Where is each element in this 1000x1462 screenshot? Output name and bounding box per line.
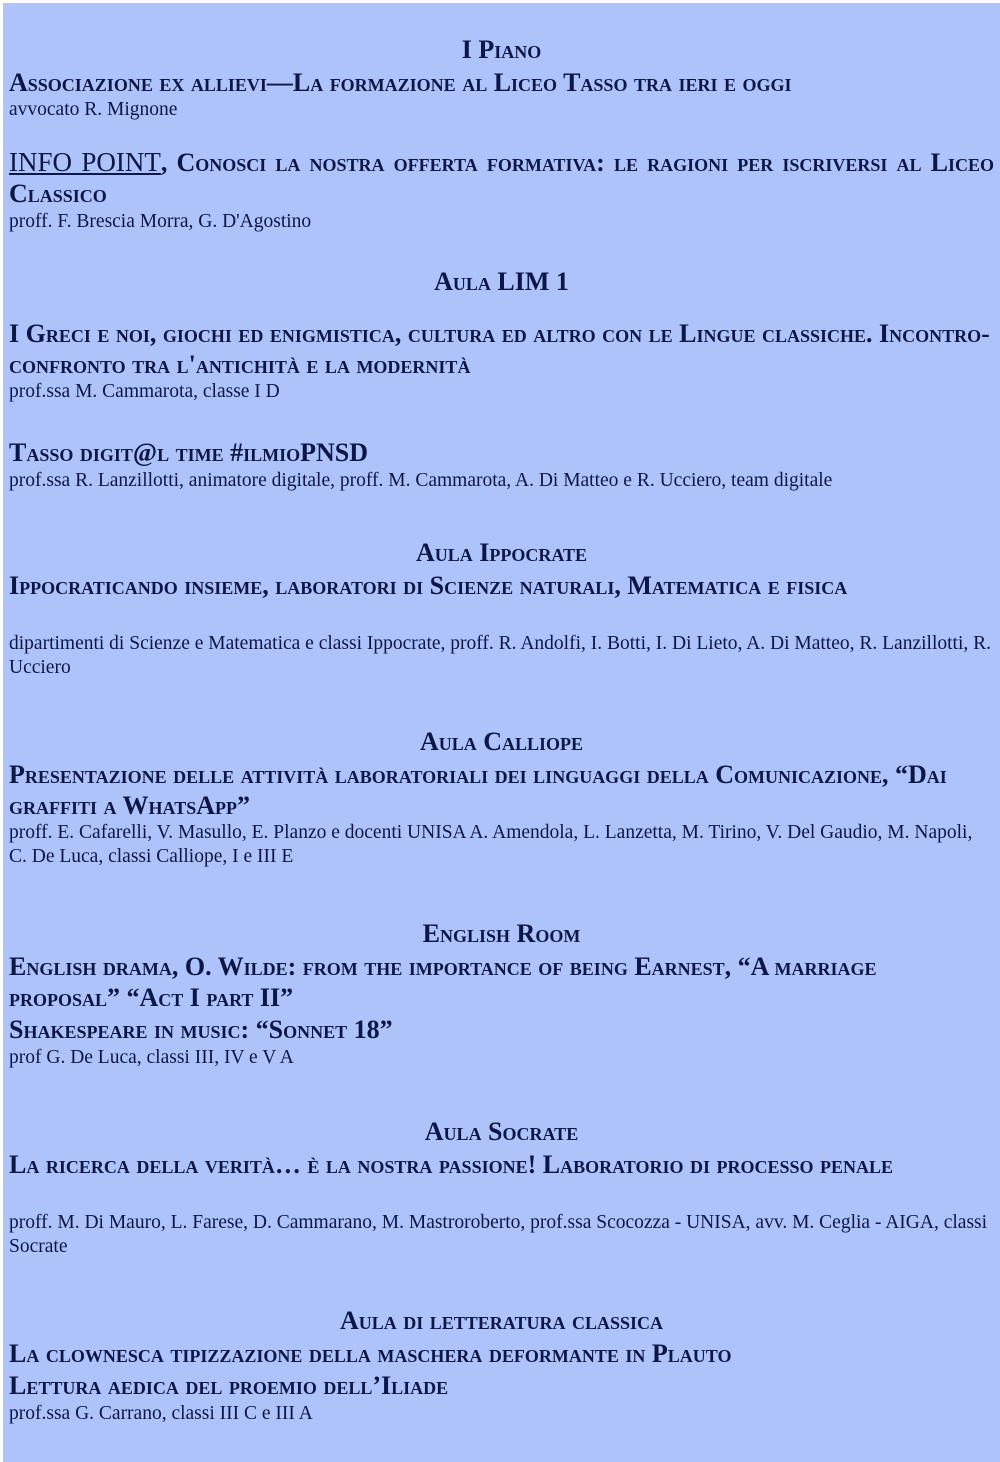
event-title-clownesca: La clownesca tipizzazione della maschera deformante in Plauto <box>9 1339 732 1368</box>
info-point-title: , Conosci la nostra offerta formativa: le ragioni per iscriversi al Liceo Classico <box>9 148 994 208</box>
section-heading-i-piano: I Piano <box>461 35 542 64</box>
section-heading-aula-calliope: Aula Calliope <box>419 727 584 756</box>
section-heading-aula-lim-1: Aula LIM 1 <box>434 267 569 296</box>
event-title-shakespeare: Shakespeare in music: “Sonnet 18” <box>9 1015 393 1044</box>
event-people-english-room: prof G. De Luca, classi III, IV e V A <box>9 1047 294 1068</box>
event-people-tasso-digital: prof.ssa R. Lanzillotti, animatore digitale, proff. M. Cammarota, A. Di Matteo e R. Ucciero, team digitale <box>9 470 833 491</box>
section-heading-aula-ippocrate: Aula Ippocrate <box>415 538 588 567</box>
event-title-associazione: Associazione ex allievi—La formazione al Liceo Tasso tra ieri e oggi <box>9 68 792 97</box>
program-page <box>3 3 1000 1462</box>
event-people-associazione: avvocato R. Mignone <box>9 99 178 120</box>
event-people-greci-e-noi: prof.ssa M. Cammarota, classe I D <box>9 381 280 402</box>
event-people-info-point: proff. F. Brescia Morra, G. D'Agostino <box>9 211 312 232</box>
event-title-tasso-digital: Tasso digit@l time #ilmioPNSD <box>9 438 368 467</box>
event-people-ricerca-verita: proff. M. Di Mauro, L. Farese, D. Cammarano, M. Mastroroberto, prof.ssa Scocozza - UNISA, avv. M. Ceglia - AIGA, classi Socrate <box>9 1212 988 1257</box>
event-title-info-point <box>9 147 994 209</box>
event-title-english-drama: English drama, O. Wilde: from the importance of being Earnest, “A marriage proposal” “Act I part II” <box>9 952 877 1012</box>
event-title-ippocraticando: Ippocraticando insieme, laboratori di Scienze naturali, Matematica e fisica <box>9 571 848 600</box>
event-title-presentazione: Presentazione delle attività laboratoriali dei linguaggi della Comunicazione, “Dai graffiti a WhatsApp” <box>9 760 947 820</box>
event-title-lettura-aedica: Lettura aedica del proemio dell’Iliade <box>9 1371 449 1400</box>
section-heading-aula-letteratura-classica: Aula di letteratura classica <box>339 1306 663 1335</box>
event-people-presentazione: proff. E. Cafarelli, V. Masullo, E. Planzo e docenti UNISA A. Amendola, L. Lanzetta, M. Tirino, V. Del Gaudio, M. Napoli, C. De Luca, classi Calliope, I e III E <box>9 822 973 867</box>
event-title-ricerca-verita: La ricerca della verità… è la nostra passione! Laboratorio di processo penale <box>9 1150 893 1179</box>
event-title-greci-e-noi: I Greci e noi, giochi ed enigmistica, cultura ed altro con le Lingue classiche. Incontro-confronto tra l'antichità e la modernità <box>9 319 990 379</box>
section-heading-aula-socrate: Aula Socrate <box>424 1117 579 1146</box>
info-point-label: INFO POINT <box>9 147 161 177</box>
event-people-letteratura-classica: prof.ssa G. Carrano, classi III C e III A <box>9 1403 313 1424</box>
section-heading-english-room: English Room <box>422 919 581 948</box>
event-people-ippocraticando: dipartimenti di Scienze e Matematica e classi Ippocrate, proff. R. Andolfi, I. Botti, I. Di Lieto, A. Di Matteo, R. Lanzillotti, R. Ucciero <box>9 633 991 678</box>
